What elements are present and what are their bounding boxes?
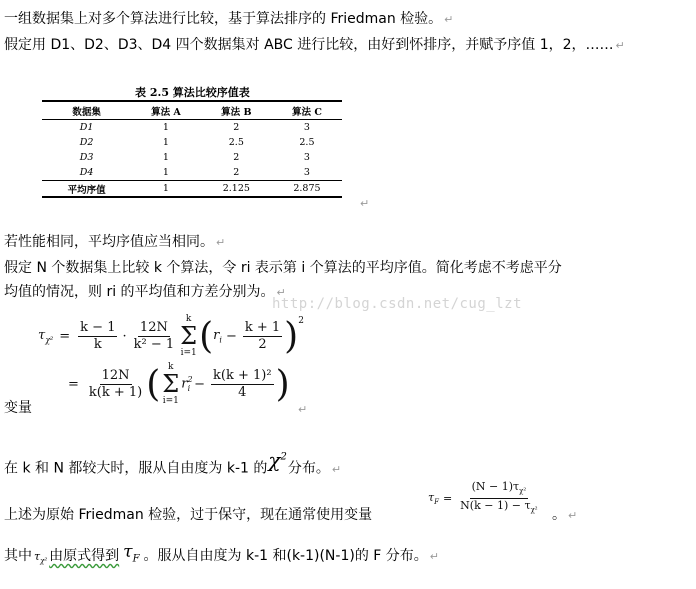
- return-mark: ↵: [615, 39, 625, 52]
- r-i-squared: [181, 375, 193, 393]
- cell: 2: [233, 152, 240, 163]
- chi-exponent: 2: [280, 451, 287, 462]
- cell: 1: [162, 122, 169, 133]
- cell: 3: [303, 152, 310, 163]
- denominator: 4: [238, 384, 247, 400]
- fraction: [78, 320, 117, 353]
- equals-sign: =: [59, 328, 71, 344]
- sum-upper: k: [185, 314, 192, 324]
- sigma-icon: Σ: [180, 322, 198, 350]
- return-mark: ↵: [276, 286, 286, 299]
- cell: D1: [79, 122, 94, 133]
- variable-text: 变量: [4, 400, 32, 416]
- minus-sign: −: [194, 376, 206, 392]
- tau-symbol: [38, 328, 53, 345]
- numerator: k(k + 1)²: [213, 367, 272, 383]
- header-alg-c: 算法 C: [292, 106, 322, 118]
- f-dist-mid: 由原式得到: [49, 548, 120, 564]
- tau-letter: τ: [34, 550, 41, 563]
- return-mark: ↵: [331, 462, 342, 476]
- intro-line: [4, 10, 453, 29]
- cell: 2.875: [293, 183, 321, 194]
- mean-variance-line: [4, 283, 286, 302]
- chi-square-text: 在 k 和 N 都较大时，服从自由度为 k-1 的: [4, 460, 268, 477]
- original-friedman-line: [4, 506, 372, 524]
- denominator: k: [93, 336, 102, 352]
- return-mark: ↵: [444, 13, 454, 26]
- formula-line-2: [62, 360, 304, 408]
- equals-sign: =: [442, 492, 453, 506]
- numerator: k + 1: [244, 319, 281, 335]
- f-distribution-line: [4, 542, 439, 571]
- table-avg-row: [42, 181, 342, 198]
- table-caption: 表 2.5 算法比较序值表: [135, 86, 250, 99]
- exponent: 2: [298, 316, 304, 326]
- ranking-table: [42, 100, 342, 198]
- cell: 1: [162, 183, 169, 194]
- tau-chi2-formula: [38, 312, 304, 408]
- f-sub: F: [132, 553, 140, 565]
- table-row: [42, 150, 342, 165]
- sum-lower: i=1: [162, 396, 179, 406]
- return-mark: ↵: [360, 197, 370, 210]
- fraction: [243, 320, 282, 353]
- watermark: http://blog.csdn.net/cug_lzt: [272, 296, 523, 312]
- exponent: 2: [187, 375, 193, 385]
- table-row: [42, 165, 342, 181]
- sum-upper: k: [168, 362, 174, 372]
- period-text: 。: [552, 507, 566, 523]
- numerator: 12N: [101, 367, 130, 383]
- cell: 3: [303, 122, 310, 133]
- fraction: [458, 480, 539, 517]
- return-mark: ↵: [216, 236, 226, 249]
- header-dataset: 数据集: [72, 106, 101, 118]
- f-dist-tail: 。服从自由度为 k-1 和(k-1)(N-1)的 F 分布。: [143, 548, 428, 564]
- r-letter: r: [213, 327, 220, 343]
- cell: D2: [79, 137, 94, 148]
- chi-sq-sub: χ²: [519, 487, 527, 496]
- return-mark: ↵: [429, 550, 439, 563]
- right-paren: ): [275, 363, 290, 405]
- right-paren: ): [284, 315, 299, 357]
- r-letter: r: [181, 376, 188, 392]
- chi-sq-sub: χ²: [530, 506, 538, 515]
- chi-sq-sub: χ²: [40, 557, 48, 566]
- denominator: 2: [258, 336, 267, 352]
- tau-f-symbol: [428, 491, 439, 506]
- minus-sign: −: [225, 328, 237, 344]
- fraction: [87, 368, 144, 401]
- den-text: N(k − 1) − τ: [460, 499, 531, 513]
- equal-perf-line: [4, 233, 225, 252]
- tau-chi2-inline: [34, 550, 48, 566]
- cell: 平均序值: [67, 184, 106, 196]
- table-row: [42, 120, 342, 136]
- chi-square-tail: 分布。: [287, 460, 330, 477]
- left-paren: (: [146, 363, 161, 405]
- formula-line-1: [38, 312, 304, 360]
- return-mark: ↵: [568, 509, 578, 522]
- equals-sign: =: [68, 376, 79, 392]
- numerator: [470, 480, 529, 499]
- variable-line: [4, 399, 32, 417]
- cell: 1: [162, 167, 169, 178]
- cell: 2.5: [228, 137, 244, 148]
- cell: 2: [233, 122, 240, 133]
- sum-symbol: [162, 362, 179, 406]
- chi-sq-sub: χ²: [45, 335, 54, 345]
- tau-f-formula: [428, 480, 542, 517]
- tau-letter: τ: [38, 327, 46, 343]
- tau-f-inline: [123, 542, 140, 565]
- chi-letter: χ: [268, 447, 281, 472]
- chi-symbol: [268, 448, 287, 472]
- denominator: k² − 1: [133, 336, 175, 352]
- cell: D3: [79, 152, 94, 163]
- original-friedman-text: 上述为原始 Friedman 检验，过于保守，现在通常使用变量: [4, 507, 373, 523]
- intro-text: 一组数据集上对多个算法进行比较，基于算法排序的 Friedman 检验。: [4, 11, 443, 27]
- cell: D4: [79, 167, 94, 178]
- r-i: [213, 328, 222, 345]
- cell: 2: [233, 167, 240, 178]
- i-sub: i: [219, 335, 222, 345]
- assumption-text: 假定用 D1、D2、D3、D4 四个数据集对 ABC 进行比较，由好到怀排序，并赋予序值 1，2，……: [4, 37, 614, 53]
- sigma-icon: Σ: [162, 370, 180, 398]
- denominator: k(k + 1): [88, 384, 143, 400]
- i-sub: i: [187, 383, 191, 393]
- assumption-line: [4, 36, 625, 55]
- numerator: k − 1: [80, 319, 116, 335]
- mean-variance-text: 均值的情况，则 ri 的平均值和方差分别为。: [4, 284, 275, 300]
- period-line: [552, 506, 577, 525]
- fraction: [132, 320, 177, 353]
- cell: 3: [303, 167, 310, 178]
- tau-letter: τ: [428, 491, 435, 505]
- cell: 2.125: [222, 183, 250, 194]
- equal-perf-text: 若性能相同，平均序值应当相同。: [4, 234, 214, 250]
- sum-lower: i=1: [180, 348, 197, 358]
- sum-symbol: [180, 314, 197, 358]
- assume-n-k-line: [4, 259, 562, 277]
- chi-square-line: [4, 447, 342, 479]
- cell: 2.5: [299, 137, 315, 148]
- denominator: [458, 499, 539, 517]
- f-dist-prefix: 其中: [4, 548, 32, 564]
- header-alg-b: 算法 B: [221, 106, 252, 118]
- numerator: 12N: [139, 319, 168, 335]
- cell: 1: [162, 152, 169, 163]
- fraction: [211, 368, 274, 401]
- dot-operator: ·: [122, 328, 127, 344]
- table-header-row: [42, 101, 342, 120]
- table-row: [42, 135, 342, 150]
- f-sub: F: [434, 498, 439, 507]
- cell: 1: [162, 137, 169, 148]
- assume-n-k-text: 假定 N 个数据集上比较 k 个算法，令 ri 表示第 i 个算法的平均序值。简化考虑不考虑平分: [4, 260, 562, 276]
- return-mark: ↵: [298, 403, 308, 416]
- header-alg-a: 算法 A: [151, 106, 181, 118]
- tau-letter: τ: [123, 542, 133, 562]
- num-text: (N − 1)τ: [471, 480, 520, 493]
- left-paren: (: [199, 315, 214, 357]
